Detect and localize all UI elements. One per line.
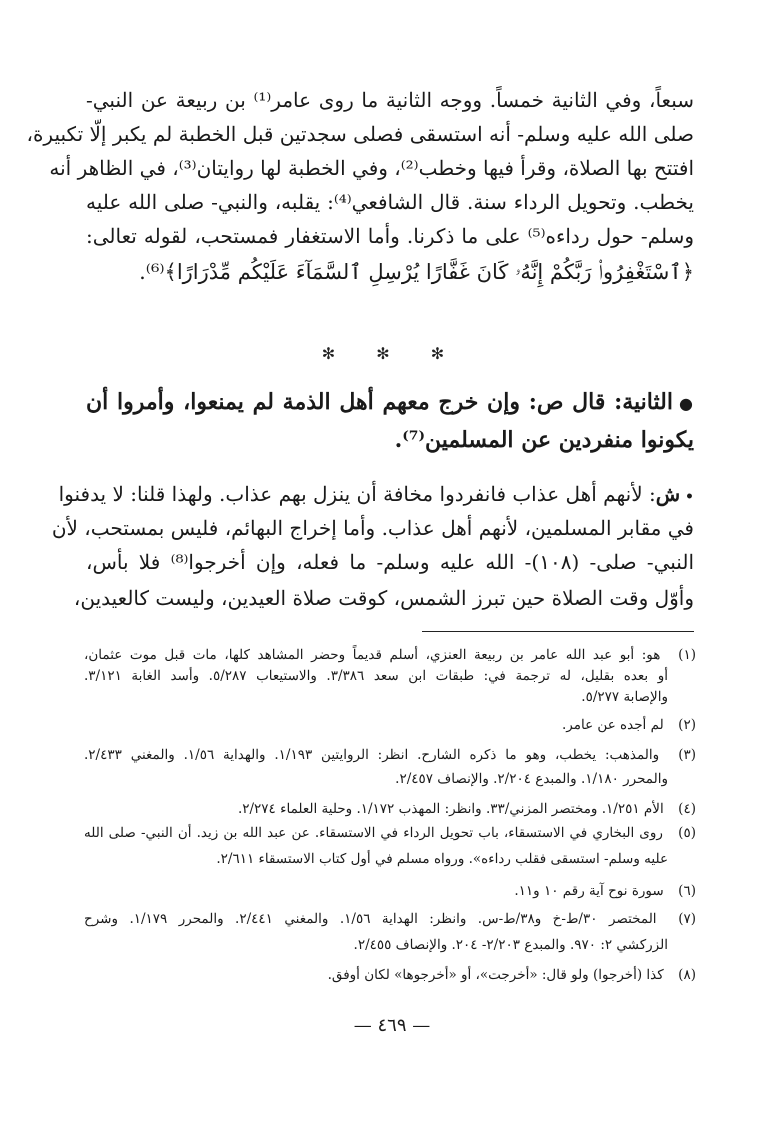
commentary-line-3: النبي- صلى- (١٠٨)- الله عليه وسلم- ما فعله، وإن أخرجوا⁽⁸⁾ فلا بأس، [86,550,694,574]
body-line-2: صلى الله عليه وسلم- أنه استسقى فصلى سجدتين قبل الخطبة لم يكبر إلّا تكبيرة، [26,122,694,146]
footnote-divider [422,631,694,632]
footnote-3-line-1: (٣) والمذهب: يخطب، وهو ما ذكره الشارح. انظر: الروايتين ١/١٩٣. والهداية ١/٥٦. والمغني ٢/٤٣٣. [84,747,697,763]
footnote-7-line-1: (٧) المختصر ٣٠/ط-خ و٣٨/ط-س. وانظر: الهداية ١/٥٦. والمغني ٢/٤٤١. والمحرر ١/١٧٩. وشرح [84,911,697,927]
section-label: الثانية [622,389,673,415]
commentary-line-4: وأوّل وقت الصلاة حين تبرز الشمس، كوقت صلاة العيدين، وليست كالعيدين، [73,586,694,610]
footnote-3-line-2: والمحرر ١/١٨٠. والمبدع ٢/٢٠٤. والإنصاف ٢/٤٥٧. [395,771,668,787]
body-line-3: افتتح بها الصلاة، وقرأ فيها وخطب⁽²⁾، وفي الخطبة لها روايتان⁽³⁾، في الظاهر أنه [49,156,694,180]
commentary-line-2: في مقابر المسلمين، لأنهم أهل عذاب. وأما إخراج البهائم، فليس بمستحب، لأن [51,516,694,540]
footnote-5-line-2: عليه وسلم- استسقى فقلب رداءه». ورواه مسلم في أول كتاب الاستسقاء ٢/٦١١. [216,851,668,867]
footnote-2: (٢) لم أجده عن عامر. [562,717,696,733]
footnote-7-line-2: الزركشي ٢: ٩٧٠. والمبدع ٢/٢٠٣- ٢٠٤. والإنصاف ٢/٤٥٥. [353,937,668,953]
footnote-1-line-3: والإصابة ٥/٢٧٧. [581,689,668,705]
section-separator: ✻ ✻ ✻ [321,344,463,363]
body-line-5: وسلم- حول رداءه⁽⁵⁾ على ما ذكرنا. وأما الاستغفار فمستحب، لقوله تعالى: [86,224,694,248]
section-text-1: : قال ص: وإن خرج معهم أهل الذمة لم يمنعوا، وأمروا أن [86,389,623,415]
footnote-5-line-1: (٥) روى البخاري في الاستسقاء، باب تحويل الرداء في الاستسقاء. عن عبد الله بن زيد. أن النبي- صلى الله [84,825,696,841]
commentary-text-1: : لأنهم أهل عذاب فانفردوا مخافة أن ينزل بهم عذاب. ولهذا قلنا: لا يدفنوا [58,482,656,506]
body-line-4: يخطب. وتحويل الرداء سنة. قال الشافعي⁽⁴⁾: يقلبه، والنبي- صلى الله عليه [86,190,694,214]
bullet-icon: ● [678,394,694,413]
body-line-1: سبعاً، وفي الثانية خمساً. ووجه الثانية ما روى عامر⁽¹⁾ بن ربيعة عن النبي- [86,88,694,112]
dot-icon: • [680,489,694,505]
footnote-1-line-1: (١) هو: أبو عبد الله عامر بن ربيعة العنزي، أسلم قديماً وحضر المشاهد كلها، مات قبل موت عثمان، [84,647,696,663]
commentary-line-1 [58,478,694,513]
commentary-label: ش [655,482,681,506]
quran-verse: ﴿ٱسْتَغْفِرُوا۟ رَبَّكُمْ إِنَّهُۥ كَانَ غَفَّارًا يُرْسِلِ ٱلسَّمَآءَ عَلَيْكُم مِّدْرَارًا﴾⁽⁶⁾. [139,260,694,284]
footnote-1-line-2: أو بعده بقليل، له ترجمة في: طبقات ابن سعد ٣/٣٨٦. والاستيعاب ٥/٢٨٧. وأسد الغابة ٣/١٢١. [84,668,669,684]
footnote-6: (٦) سورة نوح آية رقم ١٠ و١١. [514,883,696,899]
section-heading-line-1 [86,384,694,422]
footnote-8: (٨) كذا (أخرجوا) ولو قال: «أخرجت»، أو «أخرجوها» لكان أوفق. [327,967,696,983]
footnote-4: (٤) الأم ١/٢٥١. ومختصر المزني/٣٣. وانظر: المهذب ١/١٧٢. وحلية العلماء ٢/٢٧٤. [237,801,696,817]
section-heading-line-2: يكونوا منفردين عن المسلمين⁽⁷⁾. [394,427,694,453]
page-number: — ٤٦٩ — [353,1015,431,1036]
